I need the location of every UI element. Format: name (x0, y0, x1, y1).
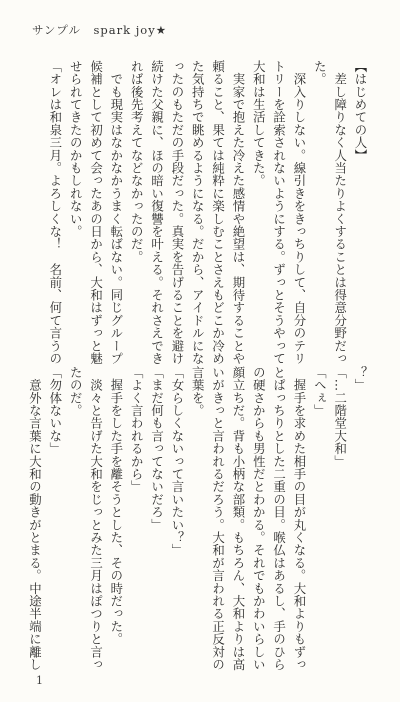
text-line: 「まだ何も言ってないだろ」 (149, 366, 165, 532)
text-line: 大和は生活してきた。 (251, 60, 267, 187)
text-line: でも現実はなかなかうまく転ばない。同じグループ (108, 60, 124, 365)
text-line: 続けた父親に、ほの暗い復讐を叶える。それさえでき (149, 60, 165, 365)
text-line: せられてきたのかもしれない。 (68, 60, 84, 238)
text-line: 候補として初めて会ったあの日から、大和はずっと魅 (88, 60, 104, 365)
text-line: 「よく言われるから」 (129, 366, 145, 493)
text-line: 頼ること、果ては純粋に楽しむことさえもどこか冷め (210, 60, 226, 365)
text-line: 言葉を。 (190, 366, 206, 417)
text-line: の硬さからも男性だとわかる。それでもかわいらしい (251, 366, 267, 671)
text-line: れば後先考えてなどなかったのだ。 (129, 60, 145, 264)
text-line: 「…二階堂大和」 (332, 366, 348, 468)
text-line: 握手をした手を離そうとした、その時だった。 (108, 366, 124, 646)
text-line: 「勿体ないな」 (47, 366, 63, 455)
page-number: 1 (36, 674, 43, 687)
text-line: 「女らしくないって言いたい？」 (169, 366, 185, 557)
text-line: 差し障りなく人当たりよくすることは得意分野だっ (332, 60, 348, 365)
upper-text-block (34, 60, 370, 365)
text-line: 実家で抱えた冷えた感情や絶望は、期待することや (230, 60, 246, 365)
text-line: 「へぇ」 (312, 366, 328, 417)
lower-text-block (27, 366, 370, 671)
text-line: た気持ちで眺めるようになる。だから、アイドルにな (190, 60, 206, 365)
text-line: トリーを詮索されないようにする。ずっとそうやって (271, 60, 287, 365)
page-header: サンプル spark joy★ (32, 23, 168, 37)
text-line: 顔立ちだ。背も小柄な部類。もちろん、大和よりは高 (230, 366, 246, 671)
text-line: 淡々と告げた大和をじっとみた三月はぽつりと言っ (88, 366, 104, 671)
text-line: 【はじめての人】 (353, 60, 368, 162)
text-line: ？」 (353, 366, 368, 392)
text-line: 「オレは和泉三月。よろしくな！ 名前、何て言うの (47, 60, 63, 365)
text-line: 握手を求めた相手の目が丸くなる。大和よりもずっ (291, 366, 307, 671)
text-line: 意外な言葉に大和の動きがとまる。中途半端に離し (27, 366, 43, 671)
text-line: いがきっと言われるだろう。大和が言われる正反対の (210, 366, 226, 671)
text-line: 深入りしない。線引きをきっちりして、自分のテリ (291, 60, 307, 365)
text-line: たのだ。 (68, 366, 84, 417)
text-line: た。 (312, 60, 328, 86)
text-line: とぱっちりとした二重の目。喉仏はあるし、手のひら (271, 366, 287, 671)
text-line: ったのもただの手段だった。真実を告げることを避け (169, 60, 185, 365)
